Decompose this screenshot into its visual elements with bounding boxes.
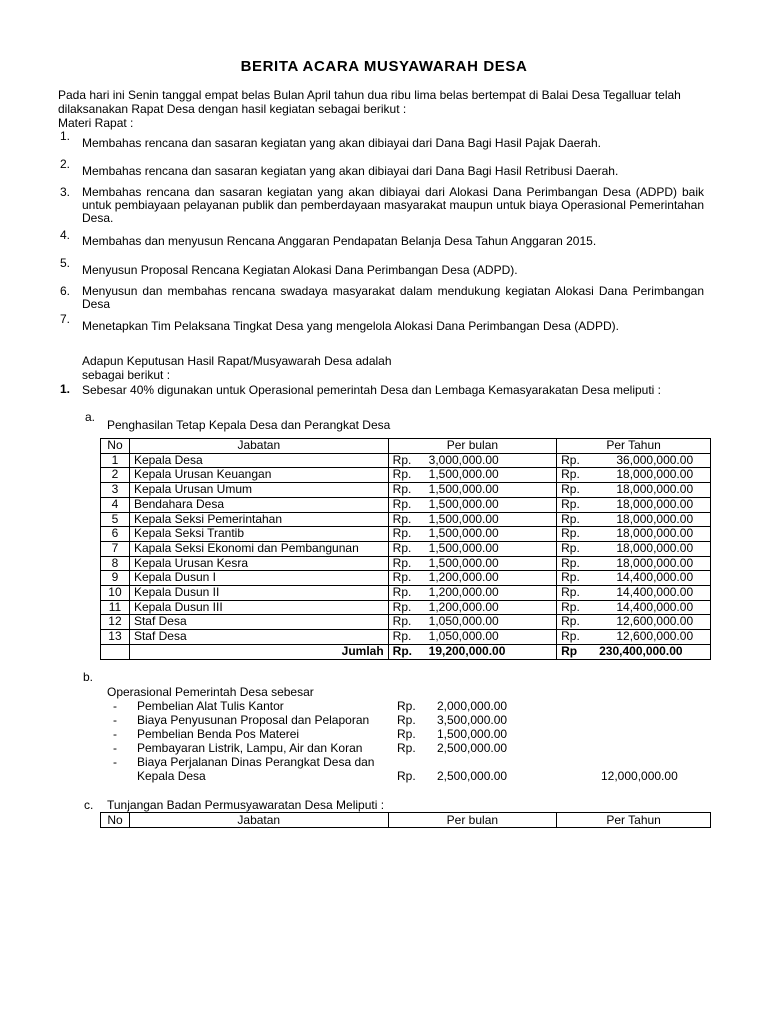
row-per-tahun-cell — [557, 586, 711, 601]
agenda-number: 4. — [59, 228, 70, 242]
rp-label: Rp. — [561, 570, 580, 585]
section-c-title: Tunjangan Badan Permusyawaratan Desa Meliputi : — [107, 798, 385, 812]
row-per-tahun: 14,400,000.00 — [616, 570, 694, 585]
rp-label: Rp. — [392, 496, 412, 511]
list-item: Biaya Perjalanan Dinas Perangkat Desa dan — [137, 755, 375, 769]
row-per-tahun: 36,000,000.00 — [616, 452, 694, 467]
table-header-row — [101, 813, 711, 828]
keputusan-intro-cont: sebagai berikut : — [82, 368, 171, 382]
row-no: 7 — [101, 541, 130, 556]
row-no: 12 — [101, 615, 130, 630]
rp-label: Rp. — [561, 629, 580, 644]
row-per-bulan: 1,500,000.00 — [428, 482, 499, 497]
rp-label: Rp. — [561, 452, 580, 467]
row-jabatan: Kapala Seksi Ekonomi dan Pembangunan — [129, 541, 388, 556]
row-per-tahun: 18,000,000.00 — [616, 496, 694, 511]
row-per-tahun-cell — [557, 483, 711, 498]
rp-label: Rp. — [392, 570, 412, 585]
list-dash: - — [113, 713, 117, 727]
table-row — [101, 453, 711, 468]
row-jabatan: Bendahara Desa — [129, 497, 388, 512]
row-per-tahun-cell — [557, 541, 711, 556]
total-per-bulan: 19,200,000.00 — [428, 643, 506, 658]
agenda-item: Membahas dan menyusun Rencana Anggaran Pendapatan Belanja Desa Tahun Anggaran 2015. — [82, 234, 597, 248]
list-dash: - — [113, 699, 117, 713]
row-per-bulan-cell — [388, 541, 556, 556]
row-per-tahun-cell — [557, 571, 711, 586]
rp-label: Rp. — [561, 555, 580, 570]
section-c-label: c. — [84, 798, 94, 812]
row-per-tahun-cell — [557, 615, 711, 630]
row-per-tahun-cell — [557, 556, 711, 571]
row-per-tahun-cell — [557, 497, 711, 512]
bpd-table — [100, 812, 711, 828]
operational-total: 12,000,000.00 — [601, 769, 678, 783]
list-item: Pembelian Benda Pos Materei — [137, 727, 300, 741]
list-item: Pembelian Alat Tulis Kantor — [137, 699, 284, 713]
list-dash: - — [113, 727, 117, 741]
row-per-tahun-cell — [557, 512, 711, 527]
row-per-bulan-cell — [388, 468, 556, 483]
row-jabatan: Kepala Urusan Umum — [129, 483, 388, 498]
list-item: Pembayaran Listrik, Lampu, Air dan Koran — [137, 741, 363, 755]
row-jabatan: Kepala Dusun I — [129, 571, 388, 586]
rp-label: Rp. — [392, 452, 412, 467]
row-no: 13 — [101, 630, 130, 645]
row-jabatan: Kepala Seksi Pemerintahan — [129, 512, 388, 527]
keputusan-item: Sebesar 40% digunakan untuk Operasional pemerintah Desa dan Lembaga Kemasyarakatan Desa meliputi : — [82, 383, 662, 397]
list-amount: 3,500,000.00 — [437, 713, 508, 727]
agenda-item: Menyusun Proposal Rencana Kegiatan Alokasi Dana Perimbangan Desa (ADPD). — [82, 263, 518, 277]
rp-label: Rp. — [397, 727, 416, 741]
rp-label: Rp. — [561, 540, 580, 555]
row-per-bulan-cell — [388, 556, 556, 571]
rp-label: Rp. — [392, 511, 412, 526]
header-per-tahun: Per Tahun — [557, 813, 711, 828]
list-item-cont: Kepala Desa — [137, 769, 206, 783]
row-per-bulan: 1,050,000.00 — [428, 629, 499, 644]
agenda-item: Menetapkan Tim Pelaksana Tingkat Desa yang mengelola Alokasi Dana Perimbangan Desa (ADPD). — [82, 319, 619, 333]
table-row — [101, 468, 711, 483]
row-per-tahun: 14,400,000.00 — [616, 599, 694, 614]
rp-label: Rp. — [392, 482, 412, 497]
rp-label: Rp — [561, 643, 578, 658]
row-per-tahun-cell — [557, 453, 711, 468]
rp-label: Rp. — [392, 614, 412, 629]
row-no: 3 — [101, 483, 130, 498]
rp-label: Rp. — [397, 713, 416, 727]
row-no: 4 — [101, 497, 130, 512]
row-no: 5 — [101, 512, 130, 527]
header-no: No — [101, 439, 130, 454]
row-jabatan: Kepala Desa — [129, 453, 388, 468]
row-per-bulan-cell — [388, 586, 556, 601]
row-per-bulan: 1,200,000.00 — [428, 570, 499, 585]
materi-label: Materi Rapat : — [58, 116, 134, 130]
row-no: 1 — [101, 453, 130, 468]
table-row — [101, 541, 711, 556]
rp-label: Rp. — [392, 643, 412, 658]
document-title: BERITA ACARA MUSYAWARAH DESA — [240, 58, 528, 75]
salary-table — [100, 438, 711, 660]
table-row — [101, 630, 711, 645]
section-a-title: Penghasilan Tetap Kepala Desa dan Perangkat Desa — [107, 418, 391, 432]
table-row — [101, 571, 711, 586]
rp-label: Rp. — [392, 555, 412, 570]
rp-label: Rp. — [561, 614, 580, 629]
header-per-bulan: Per bulan — [388, 813, 557, 828]
total-per-bulan-cell — [388, 644, 556, 659]
rp-label: Rp. — [561, 526, 580, 541]
row-per-tahun: 18,000,000.00 — [616, 526, 694, 541]
rp-label: Rp. — [561, 585, 580, 600]
row-per-bulan: 1,500,000.00 — [428, 540, 499, 555]
row-no: 8 — [101, 556, 130, 571]
row-per-tahun-cell — [557, 630, 711, 645]
section-b-title: Operasional Pemerintah Desa sebesar — [107, 685, 314, 699]
row-per-tahun: 12,600,000.00 — [616, 614, 694, 629]
row-jabatan: Kepala Dusun II — [129, 586, 388, 601]
total-no-cell — [101, 644, 130, 659]
total-label: Jumlah — [129, 644, 388, 659]
agenda-number: 6. — [59, 284, 70, 298]
rp-label: Rp. — [392, 526, 412, 541]
rp-label: Rp. — [397, 769, 416, 783]
section-a-label: a. — [84, 410, 95, 424]
row-jabatan: Staf Desa — [129, 615, 388, 630]
agenda-item: Membahas rencana dan sasaran kegiatan yang akan dibiayai dari Alokasi Dana Perimbangan Desa (ADPD) baik untuk pembiayaan pelayanan publik dan pemberdayaan masyarakat maupun untuk biaya Operasional Pemerintahan Desa. — [82, 185, 704, 225]
keputusan-intro: Adapun Keputusan Hasil Rapat/Musyawarah Desa adalah — [82, 354, 392, 368]
rp-label: Rp. — [392, 599, 412, 614]
agenda-number: 1. — [59, 129, 70, 143]
rp-label: Rp. — [397, 699, 416, 713]
row-per-bulan-cell — [388, 497, 556, 512]
row-per-tahun: 12,600,000.00 — [616, 629, 694, 644]
rp-label: Rp. — [392, 585, 412, 600]
rp-label: Rp. — [397, 741, 416, 755]
table-header-row — [101, 439, 711, 454]
table-row — [101, 527, 711, 542]
row-per-tahun-cell — [557, 527, 711, 542]
row-per-tahun: 18,000,000.00 — [616, 482, 694, 497]
agenda-number: 5. — [59, 256, 70, 270]
row-per-bulan-cell — [388, 483, 556, 498]
table-row — [101, 600, 711, 615]
row-jabatan: Kepala Seksi Trantib — [129, 527, 388, 542]
row-no: 6 — [101, 527, 130, 542]
row-per-bulan-cell — [388, 600, 556, 615]
salary-table-body — [101, 453, 711, 644]
row-per-tahun: 18,000,000.00 — [616, 511, 694, 526]
header-jabatan: Jabatan — [129, 439, 388, 454]
row-jabatan: Kepala Urusan Kesra — [129, 556, 388, 571]
row-per-bulan: 1,050,000.00 — [428, 614, 499, 629]
row-per-bulan-cell — [388, 571, 556, 586]
row-per-bulan: 1,500,000.00 — [428, 467, 499, 482]
list-amount: 2,000,000.00 — [437, 699, 508, 713]
table-row — [101, 497, 711, 512]
rp-label: Rp. — [392, 467, 412, 482]
total-per-tahun-cell — [557, 644, 711, 659]
row-no: 11 — [101, 600, 130, 615]
rp-label: Rp. — [392, 540, 412, 555]
row-no: 9 — [101, 571, 130, 586]
row-per-bulan: 1,500,000.00 — [428, 526, 499, 541]
list-amount: 1,500,000.00 — [437, 727, 508, 741]
agenda-number: 3. — [59, 185, 70, 199]
rp-label: Rp. — [392, 629, 412, 644]
header-no: No — [101, 813, 130, 828]
table-row — [101, 512, 711, 527]
row-per-bulan-cell — [388, 615, 556, 630]
section-b-label: b. — [82, 670, 93, 684]
table-row — [101, 615, 711, 630]
agenda-item: Membahas rencana dan sasaran kegiatan yang akan dibiayai dari Dana Bagi Hasil Retribusi Daerah. — [82, 164, 619, 178]
agenda-item: Menyusun dan membahas rencana swadaya masyarakat dalam mendukung kegiatan Alokasi Dana Perimbangan Desa — [82, 284, 704, 311]
row-per-bulan: 1,500,000.00 — [428, 496, 499, 511]
row-per-bulan-cell — [388, 512, 556, 527]
row-jabatan: Kepala Dusun III — [129, 600, 388, 615]
row-per-tahun: 18,000,000.00 — [616, 555, 694, 570]
intro-paragraph: Pada hari ini Senin tanggal empat belas Bulan April tahun dua ribu lima belas bertempat di Balai Desa Tegalluar telah dilaksanakan Rapat Desa dengan hasil kegiatan sebagai berikut : — [58, 88, 681, 116]
row-per-bulan: 1,500,000.00 — [428, 555, 499, 570]
rp-label: Rp. — [561, 511, 580, 526]
table-row — [101, 586, 711, 601]
row-per-tahun: 18,000,000.00 — [616, 540, 694, 555]
row-no: 2 — [101, 468, 130, 483]
row-per-tahun-cell — [557, 600, 711, 615]
row-per-bulan-cell — [388, 630, 556, 645]
list-amount: 2,500,000.00 — [437, 769, 508, 783]
table-row — [101, 556, 711, 571]
header-jabatan: Jabatan — [129, 813, 388, 828]
rp-label: Rp. — [561, 467, 580, 482]
rp-label: Rp. — [561, 496, 580, 511]
row-per-bulan: 1,500,000.00 — [428, 511, 499, 526]
row-per-tahun-cell — [557, 468, 711, 483]
list-amount: 2,500,000.00 — [437, 741, 508, 755]
row-no: 10 — [101, 586, 130, 601]
agenda-number: 2. — [59, 157, 70, 171]
row-per-bulan: 1,200,000.00 — [428, 585, 499, 600]
row-per-bulan-cell — [388, 453, 556, 468]
header-per-tahun: Per Tahun — [557, 439, 711, 454]
row-jabatan: Staf Desa — [129, 630, 388, 645]
row-per-tahun: 18,000,000.00 — [616, 467, 694, 482]
row-jabatan: Kepala Urusan Keuangan — [129, 468, 388, 483]
agenda-number: 7. — [59, 312, 70, 326]
table-row — [101, 483, 711, 498]
row-per-tahun: 14,400,000.00 — [616, 585, 694, 600]
table-total-row — [101, 644, 711, 659]
row-per-bulan: 3,000,000.00 — [428, 452, 499, 467]
agenda-item: Membahas rencana dan sasaran kegiatan yang akan dibiayai dari Dana Bagi Hasil Pajak Daerah. — [82, 136, 601, 150]
list-dash: - — [113, 741, 117, 755]
list-item: Biaya Penyusunan Proposal dan Pelaporan — [137, 713, 370, 727]
rp-label: Rp. — [561, 482, 580, 497]
rp-label: Rp. — [561, 599, 580, 614]
keputusan-number: 1. — [59, 382, 70, 396]
list-dash: - — [113, 755, 117, 769]
row-per-bulan-cell — [388, 527, 556, 542]
total-per-tahun: 230,400,000.00 — [599, 643, 683, 658]
row-per-bulan: 1,200,000.00 — [428, 599, 499, 614]
header-per-bulan: Per bulan — [388, 439, 556, 454]
